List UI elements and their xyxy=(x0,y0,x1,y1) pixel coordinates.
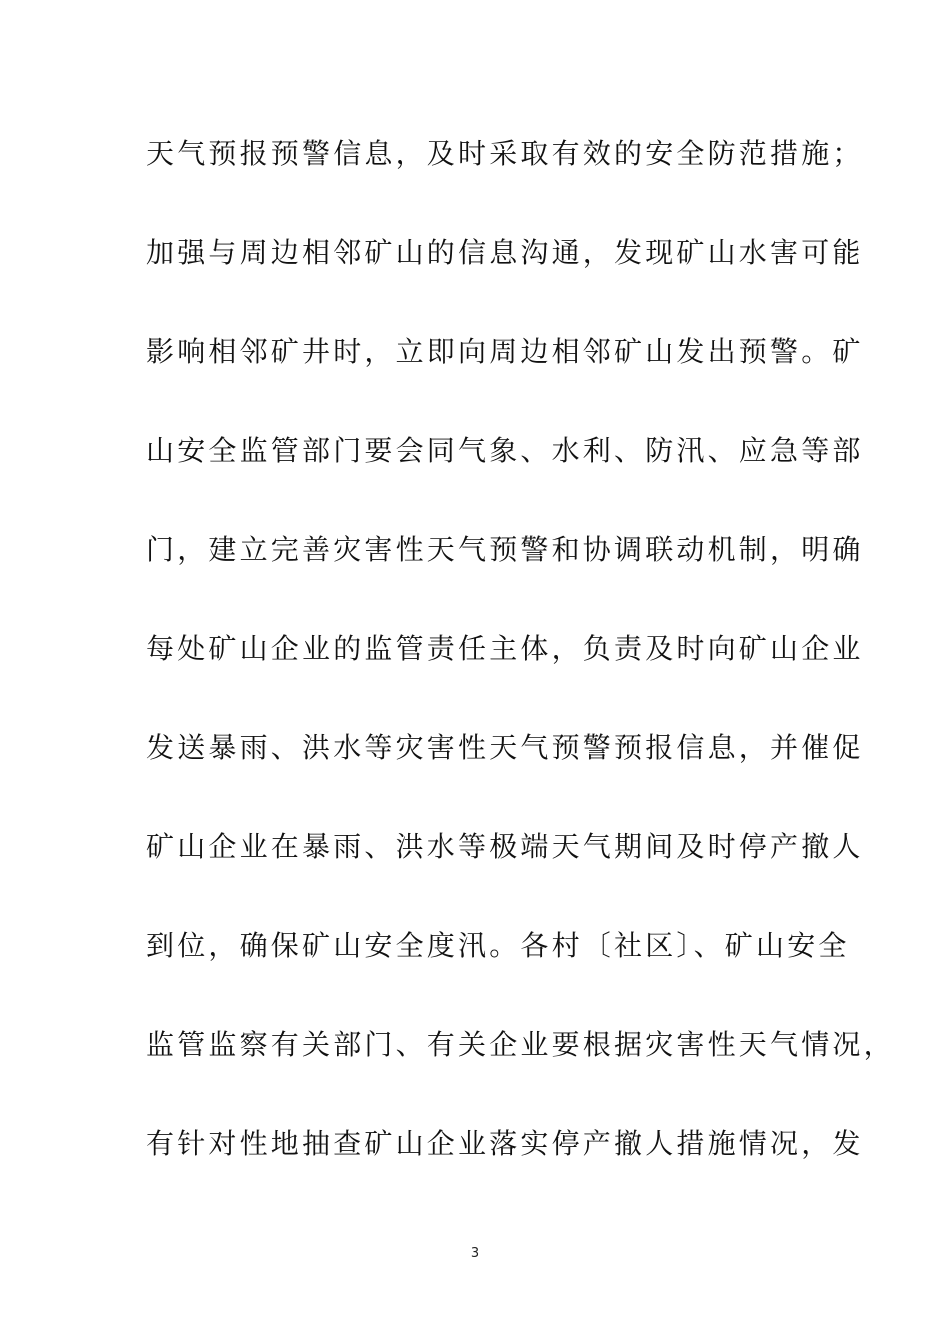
text-line: 矿山企业在暴雨、洪水等极端天气期间及时停产撤人 xyxy=(146,830,864,863)
text-line: 门，建立完善灾害性天气预警和协调联动机制，明确 xyxy=(146,533,864,566)
text-line: 天气预报预警信息，及时采取有效的安全防范措施； xyxy=(146,137,864,170)
text-line: 加强与周边相邻矿山的信息沟通，发现矿山水害可能 xyxy=(146,236,864,269)
page-number: 3 xyxy=(470,1246,480,1261)
text-line: 监管监察有关部门、有关企业要根据灾害性天气情况， xyxy=(146,1028,895,1061)
body-text xyxy=(146,126,895,1215)
text-line: 每处矿山企业的监管责任主体，负责及时向矿山企业 xyxy=(146,632,864,665)
text-line: 山安全监管部门要会同气象、水利、防汛、应急等部 xyxy=(146,434,864,467)
text-line: 有针对性地抽查矿山企业落实停产撤人措施情况，发 xyxy=(146,1127,864,1160)
text-line: 到位，确保矿山安全度汛。各村〔社区〕、矿山安全 xyxy=(146,929,850,962)
text-line: 发送暴雨、洪水等灾害性天气预警预报信息，并催促 xyxy=(146,731,864,764)
text-line: 影响相邻矿井时，立即向周边相邻矿山发出预警。矿 xyxy=(146,335,864,368)
